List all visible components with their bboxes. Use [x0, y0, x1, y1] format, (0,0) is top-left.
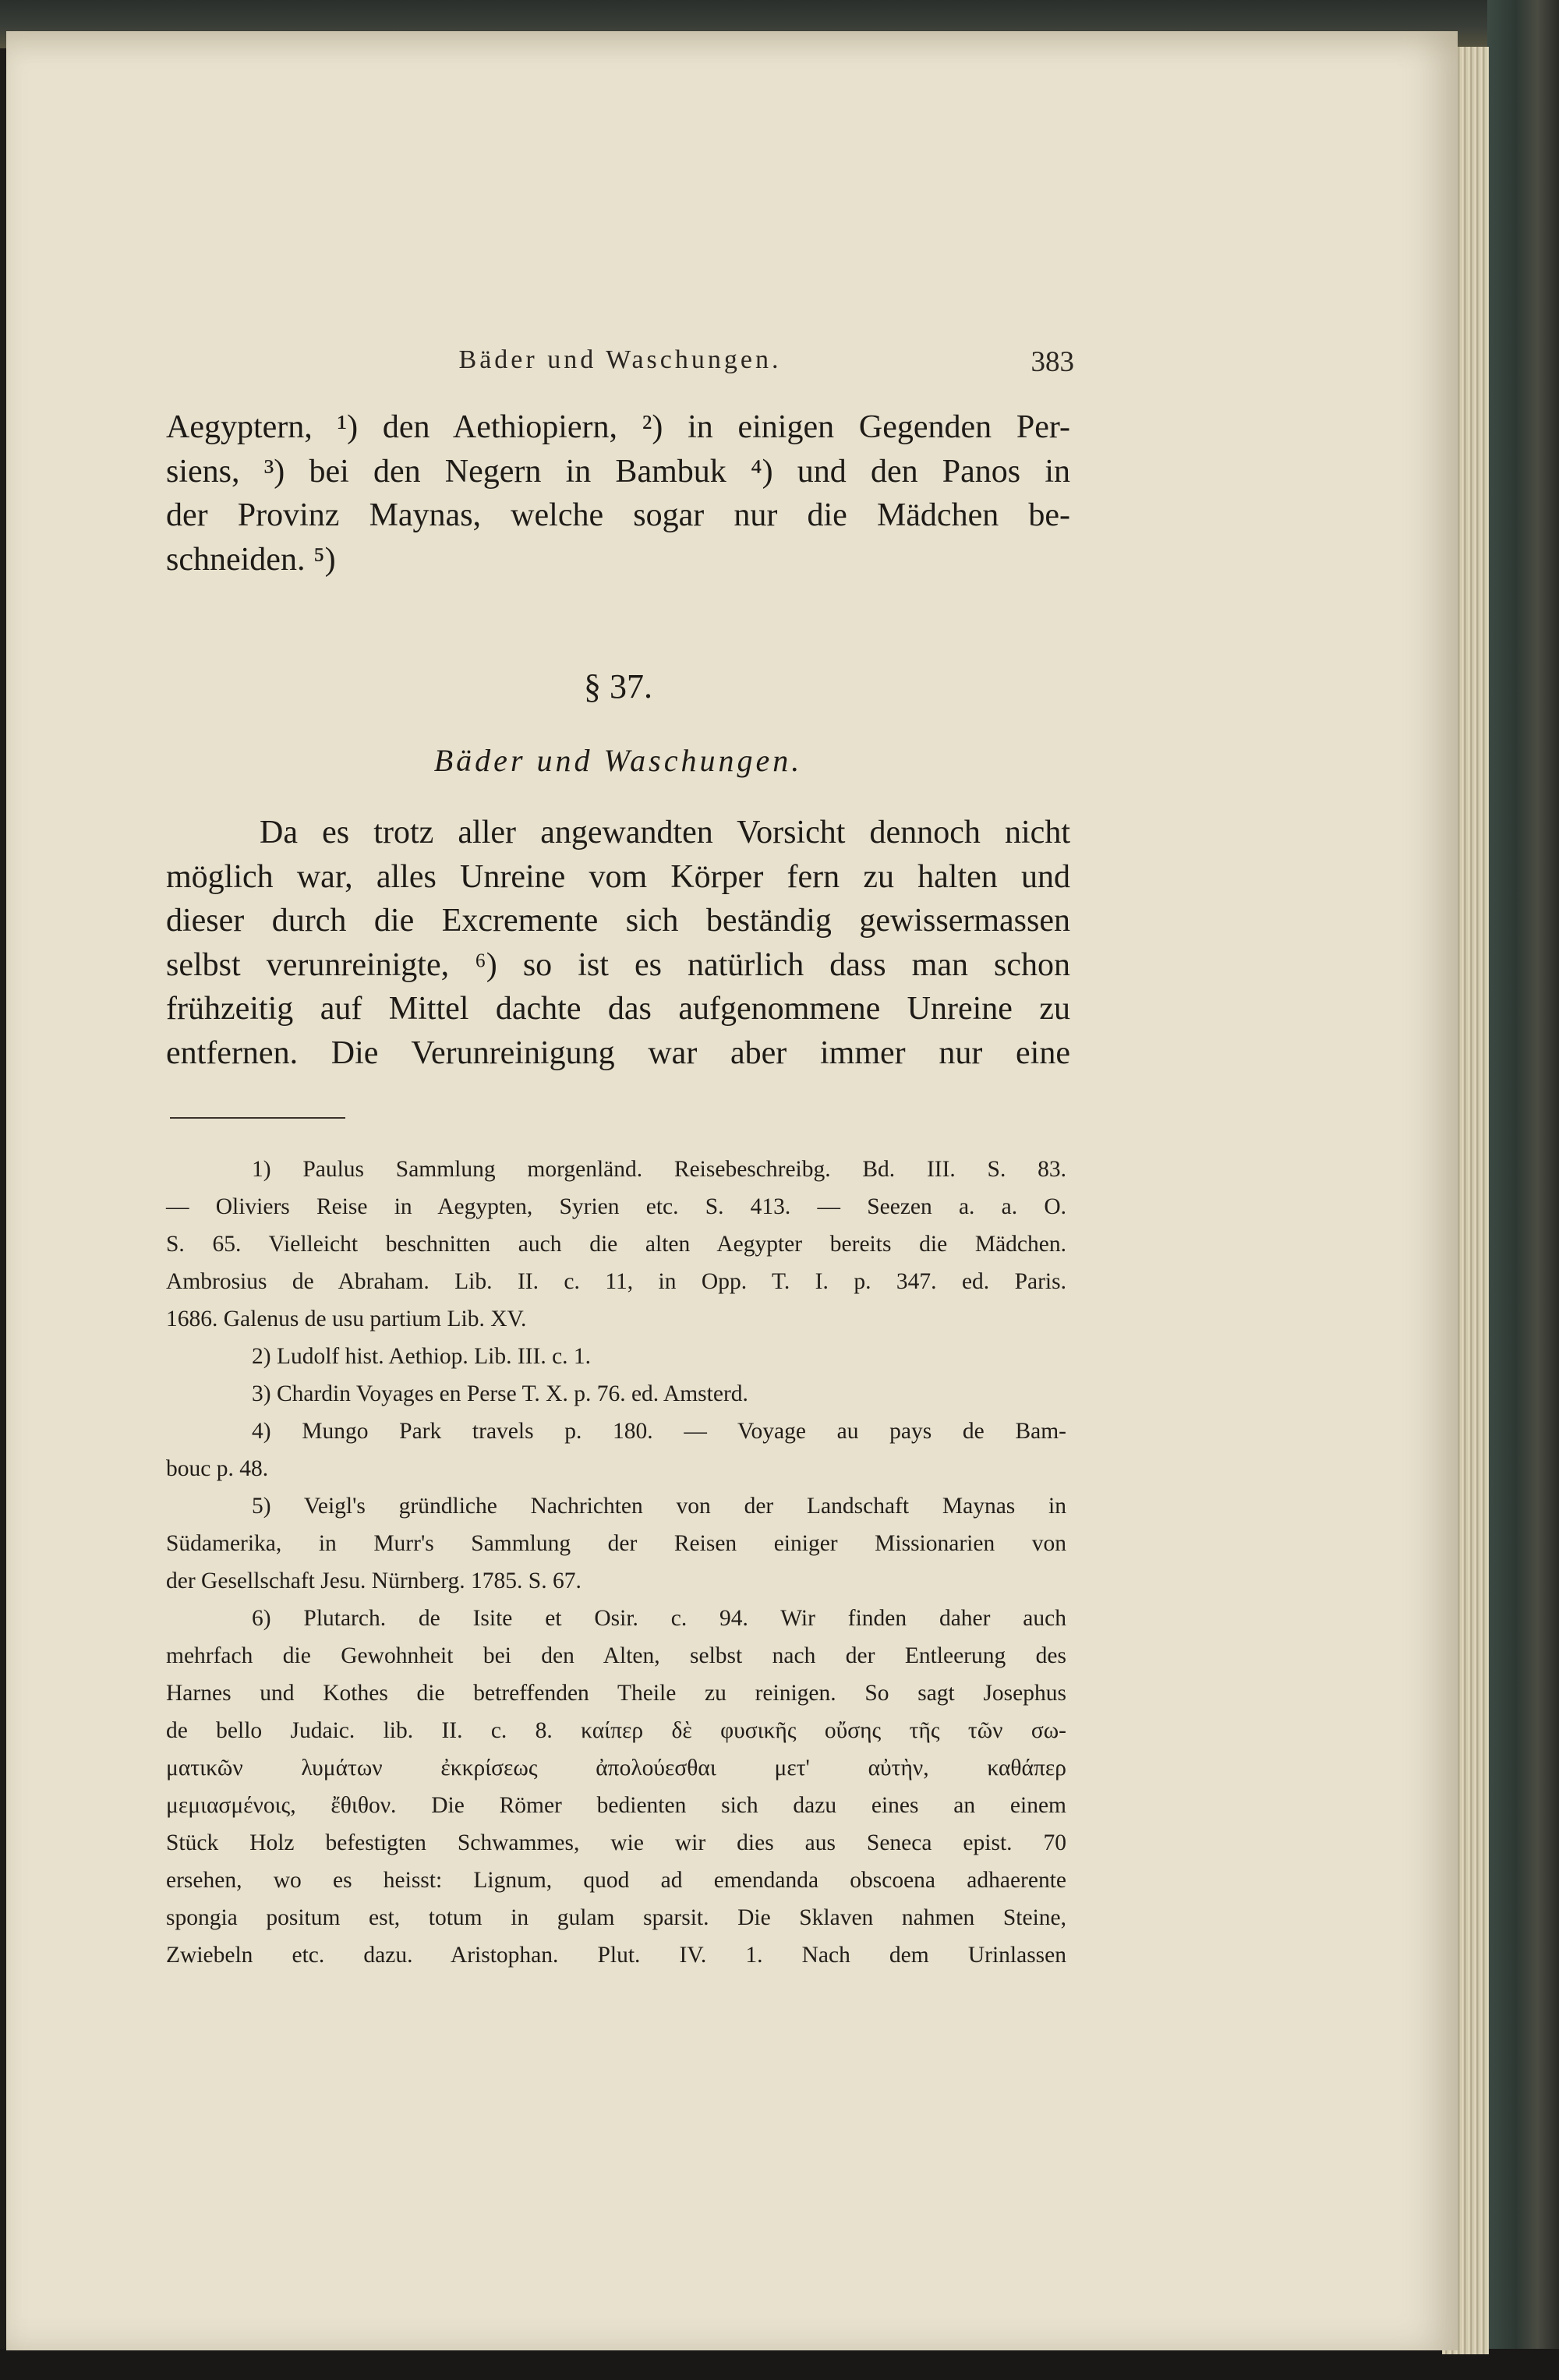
book-page: [6, 31, 1458, 2350]
footnote-line: de bello Judaic. lib. II. c. 8. καίπερ δὲ φυσικῆς οὔσης τῆς τῶν σω-: [166, 1718, 1066, 1743]
text-line: siens, ³) bei den Negern in Bambuk ⁴) und den Panos in: [166, 453, 1070, 490]
text-line: selbst verunreinigte, ⁶) so ist es natürlich dass man schon: [166, 946, 1070, 983]
footnote-line: ersehen, wo es heisst: Lignum, quod ad emendanda obscoena adhaerente: [166, 1868, 1066, 1893]
page-number: 383: [1030, 346, 1074, 378]
footnote-line: 1686. Galenus de usu partium Lib. XV.: [166, 1307, 527, 1331]
footnote-line: 6) Plutarch. de Isite et Osir. c. 94. Wir finden daher auch: [252, 1606, 1066, 1631]
footnote-line: Stück Holz befestigten Schwammes, wie wir dies aus Seneca epist. 70: [166, 1830, 1066, 1855]
footnote-rule: [170, 1117, 345, 1119]
footnote-line: Zwiebeln etc. dazu. Aristophan. Plut. IV. 1. Nach dem Urinlassen: [166, 1943, 1066, 1968]
text-line: frühzeitig auf Mittel dachte das aufgenommene Unreine zu: [166, 991, 1070, 1027]
footnote-line: bouc p. 48.: [166, 1456, 269, 1481]
paragraph-2: [166, 811, 1070, 1075]
footnote-line: Südamerika, in Murr's Sammlung der Reisen einiger Missionarien von: [166, 1531, 1066, 1556]
running-head-title: Bäder und Waschungen.: [458, 345, 782, 374]
text-line: Da es trotz aller angewandten Vorsicht dennoch nicht: [260, 815, 1070, 851]
footnote-line: 4) Mungo Park travels p. 180. — Voyage au pays de Bam-: [252, 1419, 1066, 1444]
text-line: der Provinz Maynas, welche sogar nur die Mädchen be-: [166, 497, 1070, 533]
running-head: [166, 345, 1074, 384]
text-line: Aegyptern, ¹) den Aethiopiern, ²) in einigen Gegenden Per-: [166, 409, 1070, 445]
footnote-line: Harnes und Kothes die betreffenden Theile zu reinigen. So sagt Josephus: [166, 1681, 1066, 1706]
footnotes: [166, 1151, 1066, 1974]
text-line: entfernen. Die Verunreinigung war aber immer nur eine: [166, 1034, 1070, 1071]
text-line: dieser durch die Excremente sich beständig gewissermassen: [166, 903, 1070, 939]
footnote-line: — Oliviers Reise in Aegypten, Syrien etc. S. 413. — Seezen a. a. O.: [166, 1194, 1066, 1219]
footnote-line: der Gesellschaft Jesu. Nürnberg. 1785. S. 67.: [166, 1568, 582, 1593]
footnote-line: S. 65. Vielleicht beschnitten auch die alten Aegypter bereits die Mädchen.: [166, 1232, 1066, 1257]
footnote-line: 3) Chardin Voyages en Perse T. X. p. 76. ed. Amsterd.: [252, 1381, 748, 1406]
section-title: Bäder und Waschungen.: [433, 743, 803, 778]
footnote-line: 2) Ludolf hist. Aethiop. Lib. III. c. 1.: [252, 1344, 592, 1369]
section-number: § 37.: [584, 667, 652, 706]
footnote-line: ματικῶν λυμάτων ἐκκρίσεως ἀπολούεσθαι μετ' αὐτὴν, καθάπερ: [166, 1756, 1066, 1781]
footnote-line: 1) Paulus Sammlung morgenländ. Reisebeschreibg. Bd. III. S. 83.: [252, 1157, 1066, 1182]
book-cover-bottom: [0, 2349, 1559, 2380]
text-line: schneiden. ⁵): [166, 541, 336, 578]
footnote-line: spongia positum est, totum in gulam sparsit. Die Sklaven nahmen Steine,: [166, 1905, 1066, 1930]
footnote-line: 5) Veigl's gründliche Nachrichten von der Landschaft Maynas in: [252, 1494, 1066, 1519]
paragraph-1: [166, 405, 1070, 582]
footnote-line: μεμιασμένοις, ἔθιθον. Die Römer bedienten sich dazu eines an einem: [166, 1793, 1066, 1818]
footnote-line: mehrfach die Gewohnheit bei den Alten, selbst nach der Entleerung des: [166, 1643, 1066, 1668]
book-cover-right: [1487, 0, 1559, 2380]
text-line: möglich war, alles Unreine vom Körper fern zu halten und: [166, 858, 1070, 895]
footnote-line: Ambrosius de Abraham. Lib. II. c. 11, in Opp. T. I. p. 347. ed. Paris.: [166, 1269, 1066, 1294]
